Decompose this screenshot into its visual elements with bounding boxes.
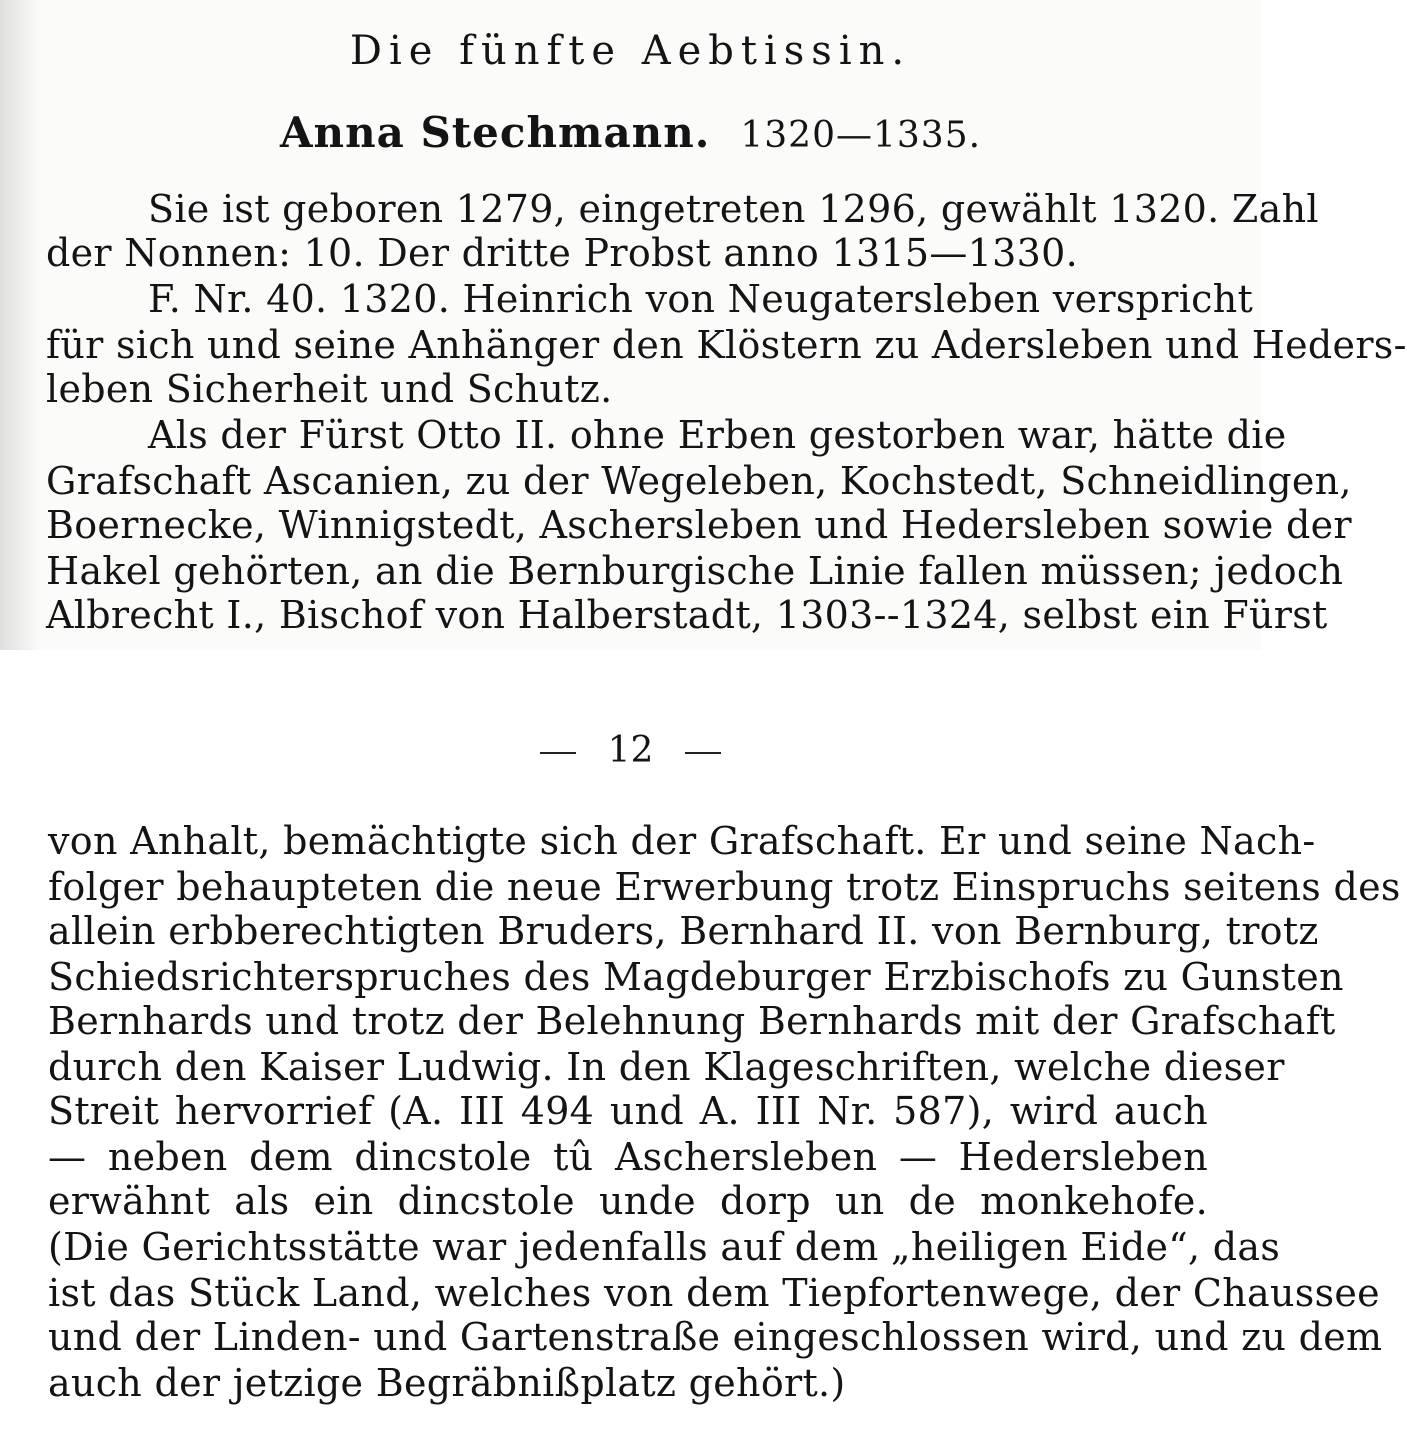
- chapter-heading: Die fünfte Aebtissin.: [349, 28, 912, 74]
- text-line: Grafschaft Ascanien, zu der Wegeleben, Kochstedt, Schneidlingen,: [46, 459, 1352, 503]
- text-line: Boernecke, Winnigstedt, Aschersleben und Hedersleben sowie der: [46, 503, 1352, 547]
- text-line: Bernhards und trotz der Belehnung Bernhards mit der Grafschaft: [48, 999, 1336, 1043]
- abbess-name: Anna Stechmann.: [279, 108, 711, 157]
- text-line: Hakel gehörten, an die Bernburgische Linie fallen müssen; jedoch: [46, 549, 1344, 593]
- text-line: für sich und seine Anhänger den Klöstern zu Adersleben und Heders-: [46, 323, 1407, 367]
- text-line: ist das Stück Land, welches von dem Tiepfortenwege, der Chaussee: [48, 1271, 1380, 1315]
- abbess-tenure: 1320—1335.: [740, 115, 982, 156]
- text-line: folger behaupteten die neue Erwerbung trotz Einspruchs seitens des: [48, 865, 1401, 909]
- page-number-value: 12: [607, 730, 654, 771]
- text-line: auch der jetzige Begräbnißplatz gehört.): [48, 1361, 846, 1405]
- text-line: Sie ist geboren 1279, eingetreten 1296, gewählt 1320. Zahl: [148, 187, 1319, 231]
- text-line: Streit hervorrief (A. III 494 und A. III Nr. 587), wird auch: [48, 1089, 1208, 1133]
- scan-edge-shading: [0, 0, 40, 650]
- text-line: — neben dem dincstole tû Aschersleben — Hedersleben: [48, 1135, 1208, 1179]
- abbess-heading: [0, 108, 1261, 157]
- text-line: und der Linden- und Gartenstraße eingeschlossen wird, und zu dem: [48, 1315, 1383, 1359]
- text-line: (Die Gerichtsstätte war jedenfalls auf dem „heiligen Eide“, das: [48, 1225, 1281, 1269]
- text-line: leben Sicherheit und Schutz.: [46, 367, 613, 411]
- text-line: Schiedsrichterspruches des Magdeburger Erzbischofs zu Gunsten: [48, 955, 1344, 999]
- page-number: [0, 730, 1261, 771]
- text-line: allein erbberechtigten Bruders, Bernhard II. von Bernburg, trotz: [48, 909, 1319, 953]
- text-line: durch den Kaiser Ludwig. In den Klageschriften, welche dieser: [48, 1045, 1285, 1089]
- text-line: von Anhalt, bemächtigte sich der Grafschaft. Er und seine Nach-: [48, 819, 1316, 863]
- text-line: F. Nr. 40. 1320. Heinrich von Neugatersleben verspricht: [148, 277, 1254, 321]
- text-line: Albrecht I., Bischof von Halberstadt, 1303--1324, selbst ein Fürst: [46, 593, 1328, 637]
- text-line: Als der Fürst Otto II. ohne Erben gestorben war, hätte die: [148, 413, 1287, 457]
- text-line: der Nonnen: 10. Der dritte Probst anno 1315—1330.: [46, 231, 1078, 275]
- page-number-right-dash: [685, 752, 721, 754]
- text-line: erwähnt als ein dincstole unde dorp un de monkehofe.: [48, 1179, 1208, 1223]
- page-number-left-dash: [540, 752, 576, 754]
